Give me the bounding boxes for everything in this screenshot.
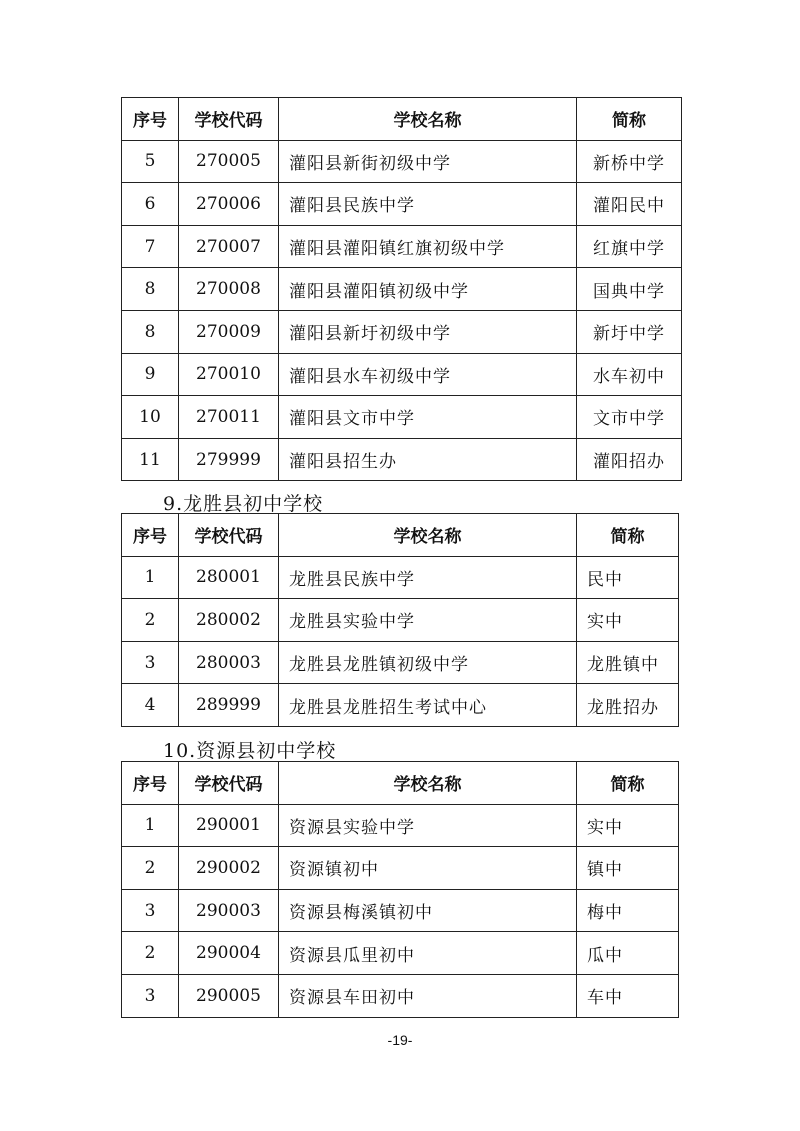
header-code: 学校代码 xyxy=(179,514,279,557)
name-cell: 灌阳县招生办 xyxy=(279,438,577,481)
section-title-longsheng: 9.龙胜县初中学校 xyxy=(163,493,324,515)
name-cell: 龙胜县龙胜招生考试中心 xyxy=(279,684,577,727)
name-cell: 龙胜县龙胜镇初级中学 xyxy=(279,641,577,684)
abbr-cell: 龙胜招办 xyxy=(577,684,679,727)
header-abbr: 简称 xyxy=(577,98,682,141)
seq-cell: 5 xyxy=(122,140,179,183)
code-cell: 270005 xyxy=(179,140,279,183)
page-number: -19- xyxy=(387,1032,413,1048)
seq-cell: 4 xyxy=(122,684,179,727)
name-cell: 龙胜县民族中学 xyxy=(279,556,577,599)
code-cell: 280002 xyxy=(179,599,279,642)
abbr-cell: 梅中 xyxy=(577,889,679,932)
ziyuan-schools-table xyxy=(121,761,679,1018)
code-cell: 279999 xyxy=(179,438,279,481)
code-cell: 270007 xyxy=(179,225,279,268)
name-cell: 资源县实验中学 xyxy=(279,804,577,847)
table-row xyxy=(122,641,679,684)
name-cell: 资源镇初中 xyxy=(279,847,577,890)
abbr-cell: 国典中学 xyxy=(577,268,682,311)
code-cell: 270010 xyxy=(179,353,279,396)
abbr-cell: 实中 xyxy=(577,599,679,642)
table-row xyxy=(122,974,679,1017)
seq-cell: 11 xyxy=(122,438,179,481)
table-row xyxy=(122,556,679,599)
section-title-ziyuan: 10.资源县初中学校 xyxy=(163,740,337,762)
abbr-cell: 文市中学 xyxy=(577,396,682,439)
header-code: 学校代码 xyxy=(179,98,279,141)
longsheng-schools-table xyxy=(121,513,679,727)
seq-cell: 6 xyxy=(122,183,179,226)
name-cell: 资源县梅溪镇初中 xyxy=(279,889,577,932)
header-seq: 序号 xyxy=(122,98,179,141)
name-cell: 灌阳县民族中学 xyxy=(279,183,577,226)
abbr-cell: 灌阳招办 xyxy=(577,438,682,481)
seq-cell: 3 xyxy=(122,889,179,932)
abbr-cell: 新圩中学 xyxy=(577,310,682,353)
header-seq: 序号 xyxy=(122,762,179,805)
header-seq: 序号 xyxy=(122,514,179,557)
table-row xyxy=(122,847,679,890)
header-name: 学校名称 xyxy=(279,98,577,141)
name-cell: 资源县瓜里初中 xyxy=(279,932,577,975)
abbr-cell: 瓜中 xyxy=(577,932,679,975)
table-row xyxy=(122,268,682,311)
table-row xyxy=(122,183,682,226)
abbr-cell: 新桥中学 xyxy=(577,140,682,183)
seq-cell: 3 xyxy=(122,974,179,1017)
table-header-row xyxy=(122,514,679,557)
table-header-row xyxy=(122,98,682,141)
table-row xyxy=(122,396,682,439)
seq-cell: 8 xyxy=(122,268,179,311)
seq-cell: 2 xyxy=(122,847,179,890)
table-row xyxy=(122,804,679,847)
seq-cell: 9 xyxy=(122,353,179,396)
guanyang-schools-table xyxy=(121,97,682,481)
code-cell: 290001 xyxy=(179,804,279,847)
seq-cell: 2 xyxy=(122,932,179,975)
table-row xyxy=(122,140,682,183)
name-cell: 龙胜县实验中学 xyxy=(279,599,577,642)
name-cell: 灌阳县新圩初级中学 xyxy=(279,310,577,353)
header-name: 学校名称 xyxy=(279,514,577,557)
name-cell: 灌阳县水车初级中学 xyxy=(279,353,577,396)
header-abbr: 简称 xyxy=(577,514,679,557)
name-cell: 灌阳县新街初级中学 xyxy=(279,140,577,183)
abbr-cell: 车中 xyxy=(577,974,679,1017)
seq-cell: 7 xyxy=(122,225,179,268)
seq-cell: 8 xyxy=(122,310,179,353)
name-cell: 灌阳县灌阳镇初级中学 xyxy=(279,268,577,311)
abbr-cell: 红旗中学 xyxy=(577,225,682,268)
code-cell: 280003 xyxy=(179,641,279,684)
code-cell: 280001 xyxy=(179,556,279,599)
code-cell: 290003 xyxy=(179,889,279,932)
seq-cell: 10 xyxy=(122,396,179,439)
code-cell: 290005 xyxy=(179,974,279,1017)
name-cell: 灌阳县文市中学 xyxy=(279,396,577,439)
table-row xyxy=(122,932,679,975)
table-row xyxy=(122,889,679,932)
code-cell: 290004 xyxy=(179,932,279,975)
table-row xyxy=(122,310,682,353)
abbr-cell: 灌阳民中 xyxy=(577,183,682,226)
header-code: 学校代码 xyxy=(179,762,279,805)
abbr-cell: 民中 xyxy=(577,556,679,599)
table-row xyxy=(122,599,679,642)
abbr-cell: 实中 xyxy=(577,804,679,847)
code-cell: 270009 xyxy=(179,310,279,353)
code-cell: 270008 xyxy=(179,268,279,311)
code-cell: 270011 xyxy=(179,396,279,439)
seq-cell: 2 xyxy=(122,599,179,642)
abbr-cell: 水车初中 xyxy=(577,353,682,396)
name-cell: 资源县车田初中 xyxy=(279,974,577,1017)
name-cell: 灌阳县灌阳镇红旗初级中学 xyxy=(279,225,577,268)
abbr-cell: 镇中 xyxy=(577,847,679,890)
table-row xyxy=(122,225,682,268)
table-header-row xyxy=(122,762,679,805)
code-cell: 290002 xyxy=(179,847,279,890)
seq-cell: 1 xyxy=(122,804,179,847)
table-row xyxy=(122,684,679,727)
abbr-cell: 龙胜镇中 xyxy=(577,641,679,684)
seq-cell: 3 xyxy=(122,641,179,684)
header-abbr: 简称 xyxy=(577,762,679,805)
table-row xyxy=(122,353,682,396)
seq-cell: 1 xyxy=(122,556,179,599)
code-cell: 270006 xyxy=(179,183,279,226)
table-row xyxy=(122,438,682,481)
header-name: 学校名称 xyxy=(279,762,577,805)
code-cell: 289999 xyxy=(179,684,279,727)
